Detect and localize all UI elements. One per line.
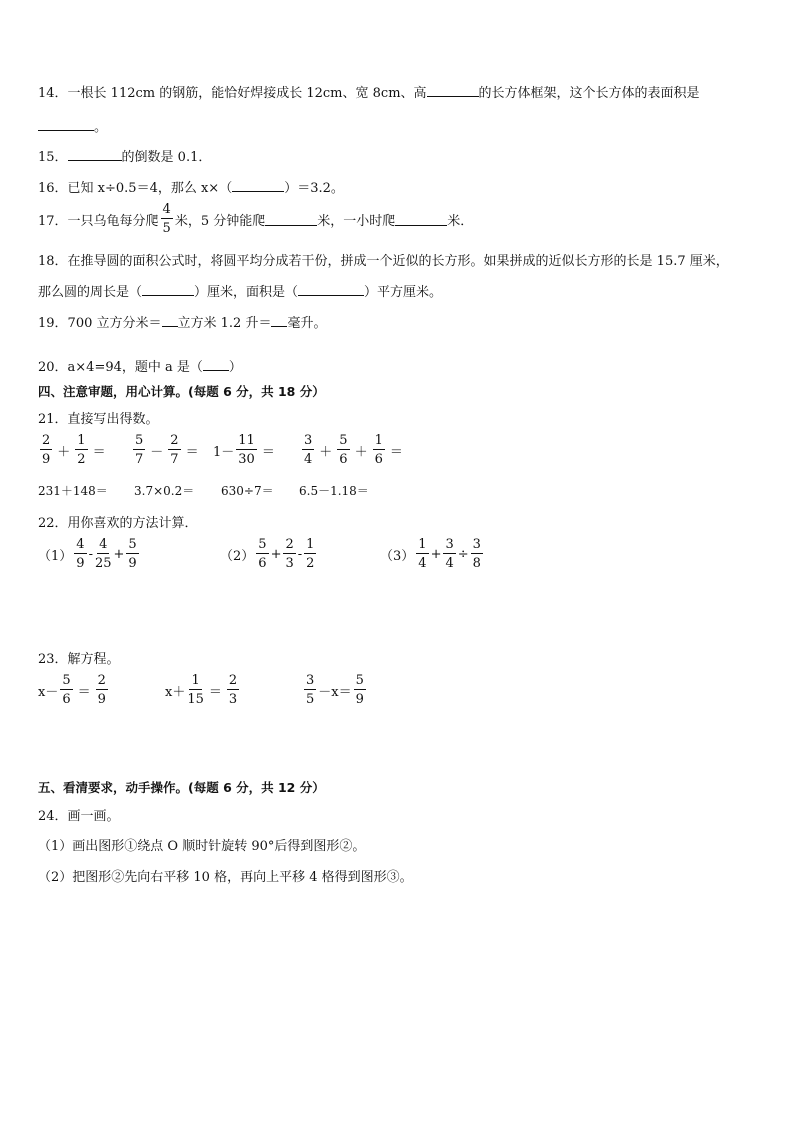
- fraction-denominator: 4: [445, 556, 454, 571]
- fraction: [373, 434, 385, 466]
- q15-text-b: 的倒数是 0.1．: [121, 150, 212, 165]
- fraction-denominator: 7: [135, 452, 144, 467]
- fraction-denominator: 25: [94, 556, 112, 571]
- q22-problem-1: [38, 538, 141, 570]
- q17-blank-5min[interactable]: [265, 213, 317, 226]
- equals-sign: ＝: [261, 444, 275, 460]
- fraction-numerator: 1: [374, 433, 383, 448]
- fraction: [236, 434, 257, 466]
- q21-expr-8: 6.5－1.18＝: [299, 484, 369, 498]
- question-14: [38, 82, 700, 101]
- q22-problem-3: [380, 538, 485, 570]
- q20-text-a: 20．a×4=94，题中 a 是（: [38, 360, 203, 375]
- fraction-denominator: 9: [355, 692, 364, 707]
- q21-expr-6: 3.7×0.2＝: [134, 484, 195, 498]
- question-24-part-1: （1）画出图形①绕点 O 顺时针旋转 90°后得到图形②。: [38, 839, 366, 854]
- fraction-numerator: 5: [339, 433, 348, 448]
- fraction-denominator: 9: [42, 452, 51, 467]
- fraction-numerator: 4: [99, 537, 108, 552]
- q18-text-a: 18．在推导圆的面积公式时，将圆平均分成若干份，拼成一个近似的长方形。如果拼成的近似长方形的长是 15.7 厘米，: [38, 254, 729, 269]
- fraction-denominator: 5: [162, 221, 171, 236]
- fraction-denominator: 9: [97, 692, 106, 707]
- q14-text-c: 。: [94, 120, 108, 135]
- operator: +: [430, 546, 442, 562]
- q16-text-a: 16．已知 x÷0.5＝4，那么 x×（: [38, 181, 233, 196]
- q20-blank[interactable]: [203, 358, 229, 371]
- q21-expr-4: [300, 434, 406, 466]
- q17-text-d: 米．: [447, 213, 474, 229]
- q16-text-b: ）＝3.2。: [284, 181, 344, 196]
- q19-blank-cubic-meter[interactable]: [162, 314, 178, 327]
- fraction: [227, 674, 239, 706]
- fraction-numerator: 3: [306, 673, 315, 688]
- q21-expr-2: [131, 434, 202, 466]
- fraction-numerator: 2: [285, 537, 294, 552]
- question-21-title: 21．直接写出得数。: [38, 412, 159, 427]
- fraction-denominator: 6: [62, 692, 71, 707]
- fraction: [96, 674, 108, 706]
- expression-prefix: 1－: [213, 444, 235, 460]
- q18-text-d: ）平方厘米。: [364, 285, 443, 300]
- fraction: [354, 674, 366, 706]
- q18-text-b: 那么圆的周长是（: [38, 285, 143, 300]
- operator: ＋: [57, 444, 71, 460]
- fraction-denominator: 3: [228, 692, 238, 707]
- fraction-denominator: 2: [77, 452, 86, 467]
- fraction-numerator: 4: [162, 202, 171, 217]
- operator: ＋: [319, 444, 333, 460]
- q20-text-b: ）: [228, 360, 242, 375]
- question-20: [38, 356, 242, 375]
- question-17: [38, 203, 473, 235]
- fraction-numerator: 3: [445, 537, 454, 552]
- operator: -: [297, 546, 303, 562]
- fraction: [302, 434, 314, 466]
- q23-equation-3: [302, 674, 368, 706]
- fraction: [337, 434, 349, 466]
- q21-expr-7: 630÷7＝: [221, 484, 274, 498]
- question-22-title: 22．用你喜欢的方法计算．: [38, 516, 198, 531]
- q23-equation-2: [165, 674, 241, 706]
- fraction-denominator: 7: [170, 452, 179, 467]
- fraction: [75, 434, 87, 466]
- fraction: [443, 538, 455, 570]
- fraction-numerator: 3: [304, 433, 313, 448]
- equals-sign: ＝: [185, 444, 199, 460]
- operator: ÷: [457, 546, 469, 562]
- fraction: [40, 434, 52, 466]
- equals-sign: ＝: [77, 684, 91, 700]
- problem-label: （2）: [220, 548, 255, 564]
- q17-blank-hour[interactable]: [395, 213, 447, 226]
- fraction-denominator: 9: [76, 556, 85, 571]
- fraction-numerator: 5: [62, 673, 71, 688]
- fraction: [60, 674, 72, 706]
- fraction-numerator: 11: [238, 433, 255, 448]
- q14-text-b: 的长方体框架，这个长方体的表面积是: [478, 86, 700, 101]
- fraction-denominator: 6: [258, 556, 267, 571]
- fraction-denominator: 4: [304, 452, 313, 467]
- q16-blank[interactable]: [232, 179, 284, 192]
- q19-text-c: 毫升。: [287, 316, 327, 331]
- q23-equation-1: [38, 674, 110, 706]
- fraction: [95, 538, 112, 570]
- fraction-numerator: 1: [306, 537, 315, 552]
- fraction-denominator: 6: [339, 452, 348, 467]
- problem-label: （1）: [38, 548, 73, 564]
- fraction-denominator: 6: [374, 452, 383, 467]
- q15-blank[interactable]: [68, 148, 122, 161]
- fraction: [187, 674, 204, 706]
- q17-text-c: 米，一小时爬: [317, 213, 396, 229]
- fraction: [304, 538, 316, 570]
- q14-blank-height[interactable]: [427, 84, 479, 97]
- q14-text-a: 14．一根长 112cm 的钢筋，能恰好焊接成长 12cm、宽 8cm、高: [38, 86, 427, 101]
- q17-text-a: 17．一只乌龟每分爬: [38, 213, 159, 229]
- operator: ＋: [354, 444, 368, 460]
- q18-text-c: ）厘米，面积是（: [194, 285, 299, 300]
- fraction-numerator: 5: [355, 673, 364, 688]
- fraction-numerator: 2: [228, 673, 238, 688]
- question-24-title: 24．画一画。: [38, 809, 120, 824]
- fraction-numerator: 5: [135, 433, 144, 448]
- q17-fraction: [161, 203, 173, 235]
- question-24-part-2: （2）把图形②先向右平移 10 格，再向上平移 4 格得到图形③。: [38, 870, 413, 885]
- question-23-title: 23．解方程。: [38, 652, 120, 667]
- operator: +: [113, 546, 125, 562]
- fraction-denominator: 5: [306, 692, 315, 707]
- operator: -: [88, 546, 93, 562]
- equals-sign: ＝: [92, 444, 106, 460]
- fraction-numerator: 5: [128, 537, 137, 552]
- q19-text-b: 立方米 1.2 升＝: [177, 316, 272, 331]
- fraction-denominator: 15: [187, 692, 204, 707]
- fraction-numerator: 2: [170, 433, 179, 448]
- q15-text-a: 15．: [38, 150, 68, 165]
- question-16: [38, 177, 344, 196]
- fraction-numerator: 1: [77, 433, 86, 448]
- question-19: [38, 312, 326, 331]
- fraction-denominator: 4: [418, 556, 427, 571]
- fraction-denominator: 8: [472, 556, 481, 571]
- q18-blank-area[interactable]: [298, 283, 364, 296]
- fraction-numerator: 5: [258, 537, 267, 552]
- question-15: [38, 146, 211, 165]
- operator: +: [270, 546, 282, 562]
- fraction: [256, 538, 268, 570]
- q14-blank-area[interactable]: [38, 118, 94, 131]
- fraction: [74, 538, 86, 570]
- fraction-denominator: 30: [238, 452, 255, 467]
- q21-expr-1: [38, 434, 109, 466]
- fraction-denominator: 9: [128, 556, 137, 571]
- fraction-numerator: 2: [97, 673, 106, 688]
- fraction-numerator: 1: [418, 537, 427, 552]
- fraction-numerator: 1: [191, 673, 200, 688]
- fraction-denominator: 3: [285, 556, 294, 571]
- q21-expr-3: [213, 434, 278, 466]
- fraction-numerator: 3: [472, 537, 481, 552]
- q19-blank-ml[interactable]: [271, 314, 287, 327]
- fraction-numerator: 4: [76, 537, 85, 552]
- operator: －: [150, 444, 164, 460]
- equals-sign: ＝: [208, 684, 222, 700]
- fraction: [283, 538, 295, 570]
- q19-text-a: 19．700 立方分米＝: [38, 316, 162, 331]
- fraction: [304, 674, 316, 706]
- equation-prefix: x－: [38, 684, 59, 700]
- fraction: [416, 538, 428, 570]
- question-18: [38, 250, 729, 269]
- fraction-numerator: 2: [42, 433, 51, 448]
- question-14-cont: [38, 116, 107, 135]
- fraction: [126, 538, 138, 570]
- section-4-heading: 四、注意审题，用心计算。(每题 6 分，共 18 分）: [38, 384, 325, 399]
- question-18-cont: [38, 281, 442, 300]
- equation-middle: －x＝: [318, 684, 352, 700]
- problem-label: （3）: [380, 548, 415, 564]
- fraction: [168, 434, 180, 466]
- equation-prefix: x＋: [165, 684, 186, 700]
- q21-expr-5: 231＋148＝: [38, 484, 108, 498]
- section-5-heading: 五、看清要求，动手操作。(每题 6 分，共 12 分）: [38, 780, 325, 795]
- fraction: [471, 538, 483, 570]
- fraction: [133, 434, 145, 466]
- q17-text-b: 米，5 分钟能爬: [174, 213, 266, 229]
- fraction-denominator: 2: [306, 556, 315, 571]
- equals-sign: ＝: [389, 444, 403, 460]
- q18-blank-circumference[interactable]: [142, 283, 194, 296]
- q22-problem-2: [220, 538, 318, 570]
